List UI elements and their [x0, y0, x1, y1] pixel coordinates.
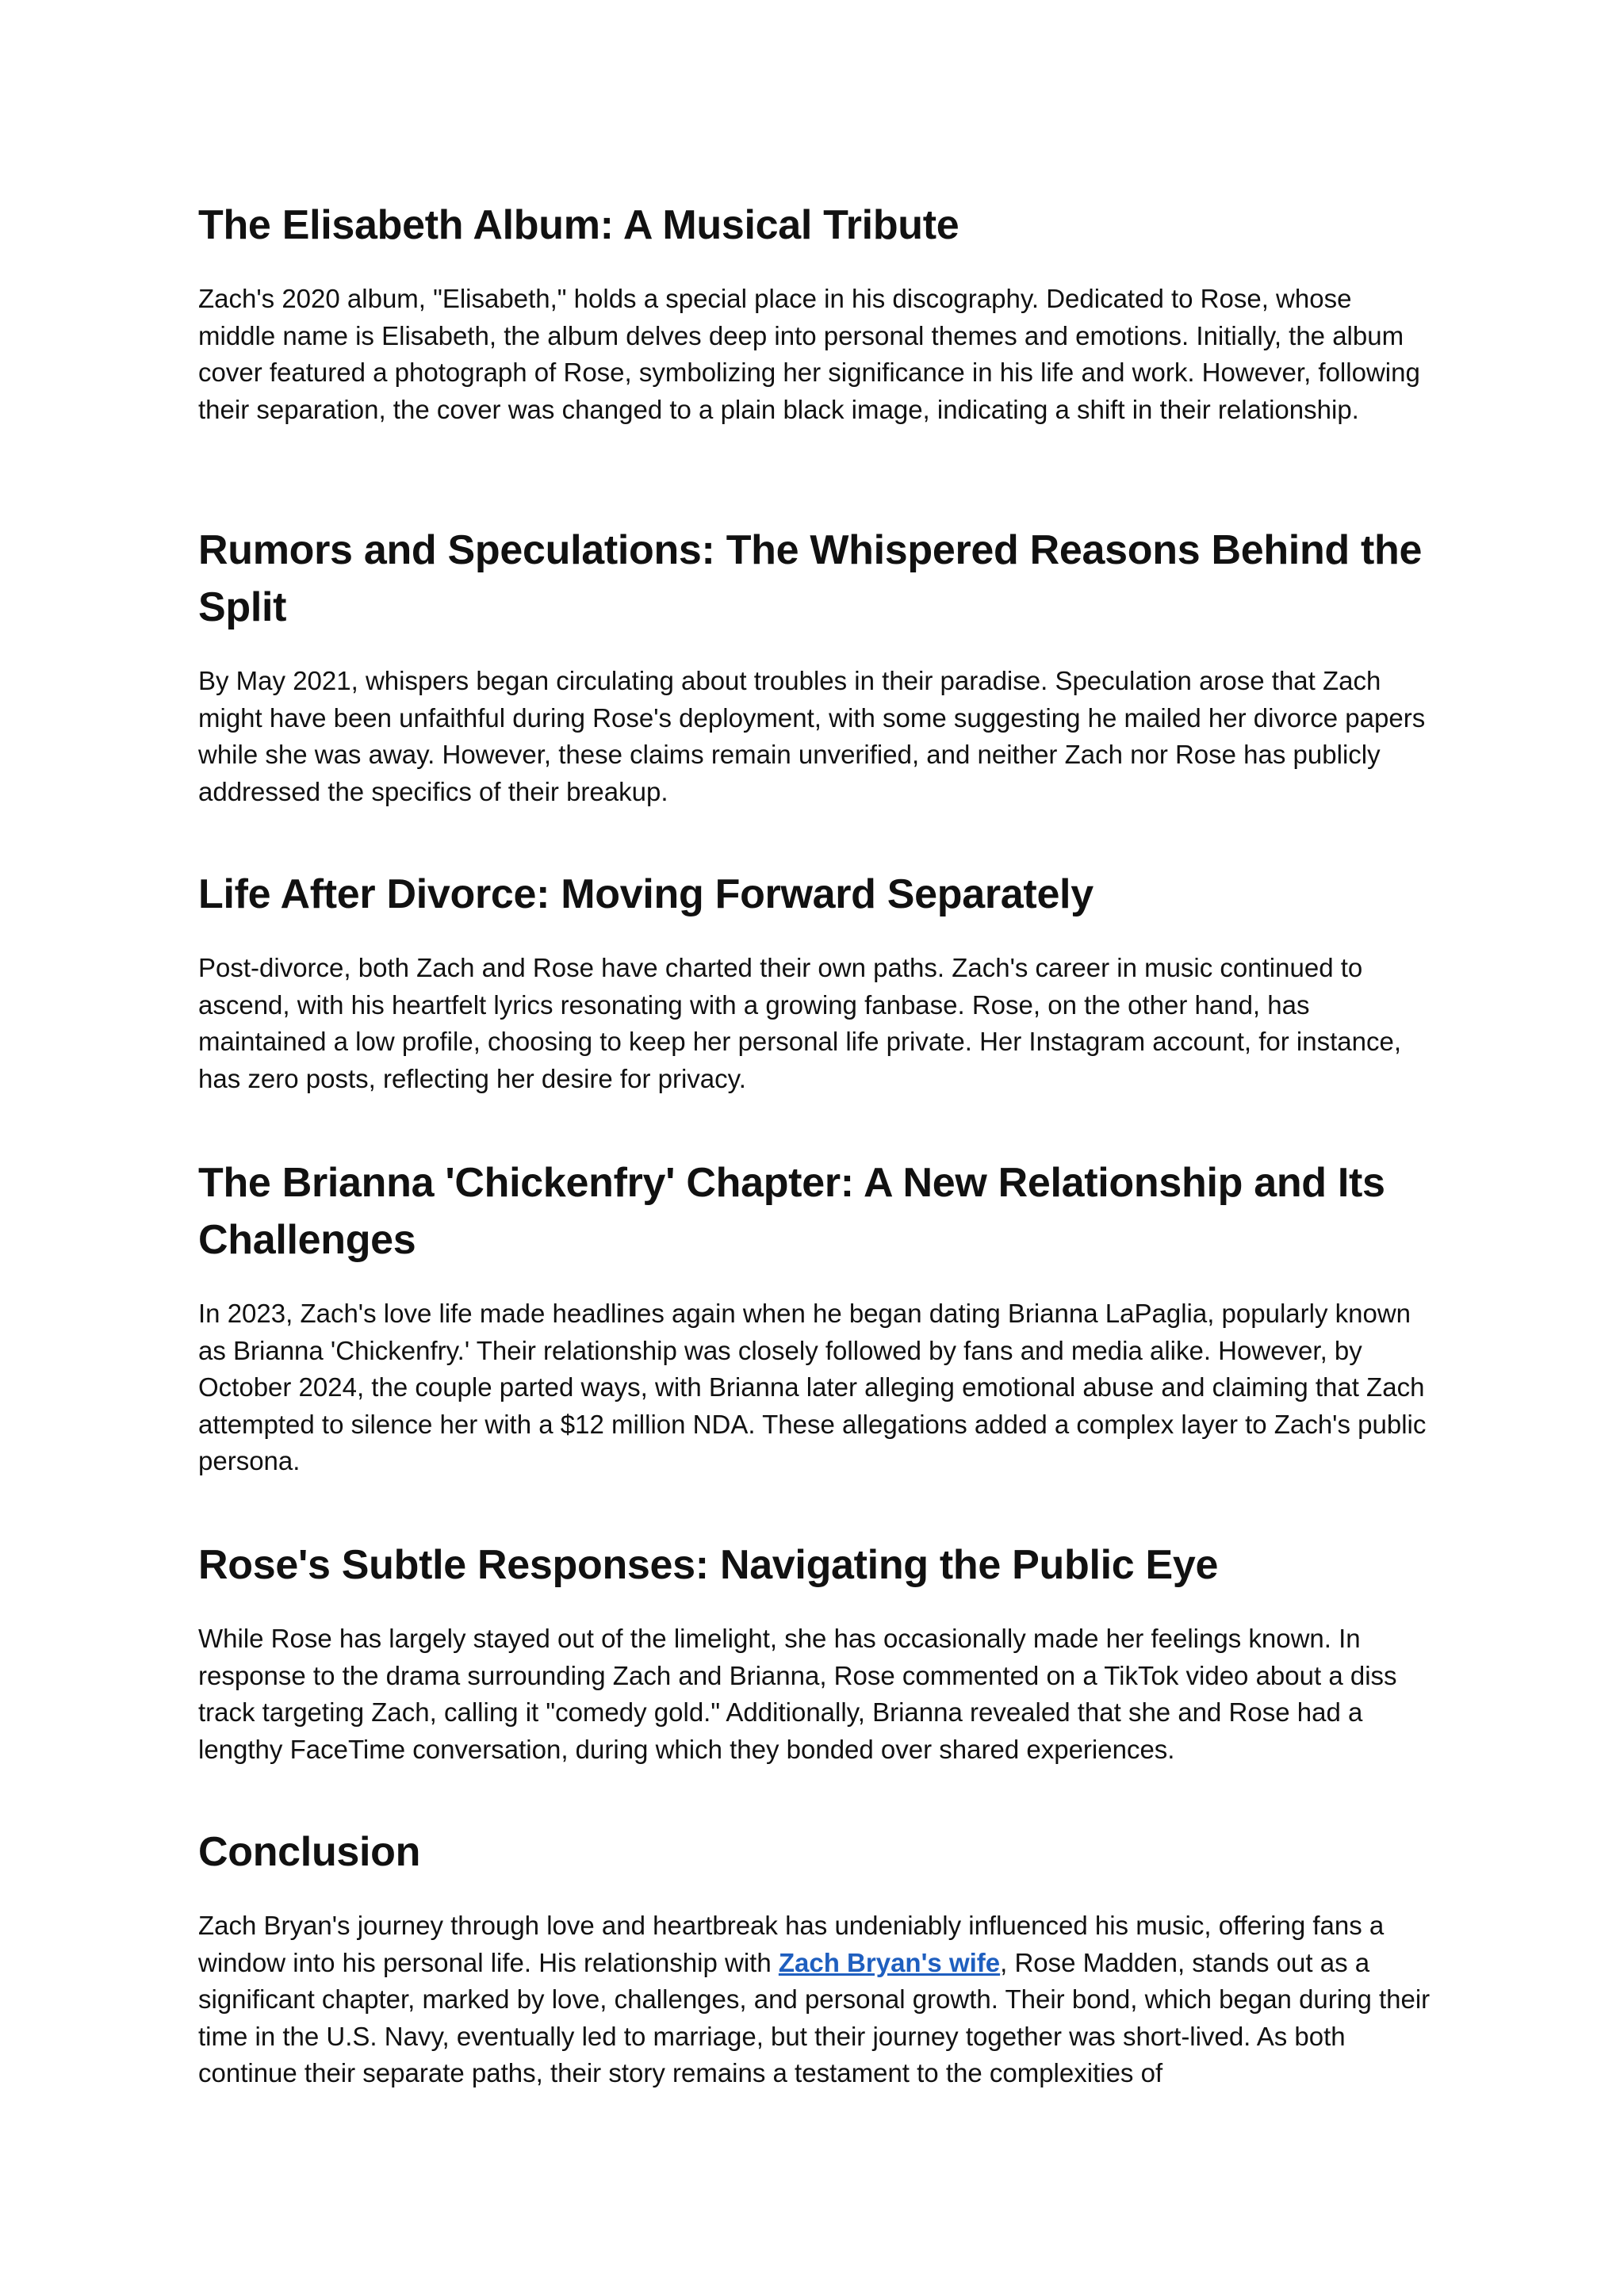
zach-bryan-wife-link[interactable]: Zach Bryan's wife: [778, 1947, 1001, 1977]
section-body: Post-divorce, both Zach and Rose have charted their own paths. Zach's career in music continued to ascend, with his heartfelt lyrics resonating with a growing fanbase. Rose, on the other hand, has maintained a low profile, choosing to keep her personal life private. Her Instagram account, for instance, has zero posts, reflecting her desire for privacy.: [198, 953, 1401, 1093]
section-body: While Rose has largely stayed out of the limelight, she has occasionally made her feelings known. In response to the drama surrounding Zach and Brianna, Rose commented on a TikTok video about a diss track targeting Zach, calling it "comedy gold." Additionally, Brianna revealed that she and Rose had a lengthy FaceTime conversation, during which they bonded over shared experiences.: [198, 1624, 1397, 1764]
section-life-after-divorce: [198, 866, 1435, 1097]
section-heading: Conclusion: [198, 1829, 421, 1875]
section-heading: Rose's Subtle Responses: Navigating the Public Eye: [198, 1542, 1219, 1588]
section-heading: Rumors and Speculations: The Whispered Reasons Behind the Split: [198, 527, 1423, 630]
section-body: By May 2021, whispers began circulating about troubles in their paradise. Speculation arose that Zach might have been unfaithful during Rose's deployment, with some suggesting he mailed her divorce papers while she was away. However, these claims remain unverified, and neither Zach nor Rose has publicly addressed the specifics of their breakup.: [198, 666, 1426, 806]
section-heading: The Elisabeth Album: A Musical Tribute: [198, 202, 959, 248]
section-brianna: [198, 1154, 1435, 1480]
section-rose-responses: [198, 1536, 1435, 1768]
conclusion-text-before-link: Zach Bryan's journey through love and heartbreak has undeniably influenced his music, offering fans a window into his personal life. His relationship with: [198, 1911, 1385, 1977]
section-heading: The Brianna 'Chickenfry' Chapter: A New Relationship and Its Challenges: [198, 1160, 1385, 1263]
conclusion-text-after-link: , Rose Madden, stands out as a significant chapter, marked by love, challenges, and personal growth. Their bond, which began during their time in the U.S. Navy, eventually led to marriage, but their journey together was short-lived. As both continue their separate paths, their story remains a testament to the complexities of: [198, 1947, 1431, 2087]
section-heading: Life After Divorce: Moving Forward Separately: [198, 871, 1094, 917]
section-body: In 2023, Zach's love life made headlines again when he began dating Brianna LaPaglia, popularly known as Brianna 'Chickenfry.' Their relationship was closely followed by fans and media alike. However, by October 2024, the couple parted ways, with Brianna later alleging emotional abuse and claiming that Zach attempted to silence her with a $12 million NDA. These allegations added a complex layer to Zach's public persona.: [198, 1299, 1427, 1475]
section-conclusion: [198, 1823, 1435, 2092]
section-body: Zach's 2020 album, "Elisabeth," holds a special place in his discography. Dedicated to Rose, whose middle name is Elisabeth, the album delves deep into personal themes and emotions. Initially, the album cover featured a photograph of Rose, symbolizing her significance in his life and work. However, following their separation, the cover was changed to a plain black image, indicating a shift in their relationship.: [198, 284, 1420, 424]
section-elisabeth-album: [198, 197, 1435, 428]
section-body: [198, 1908, 1435, 2092]
section-rumors: [198, 522, 1435, 810]
